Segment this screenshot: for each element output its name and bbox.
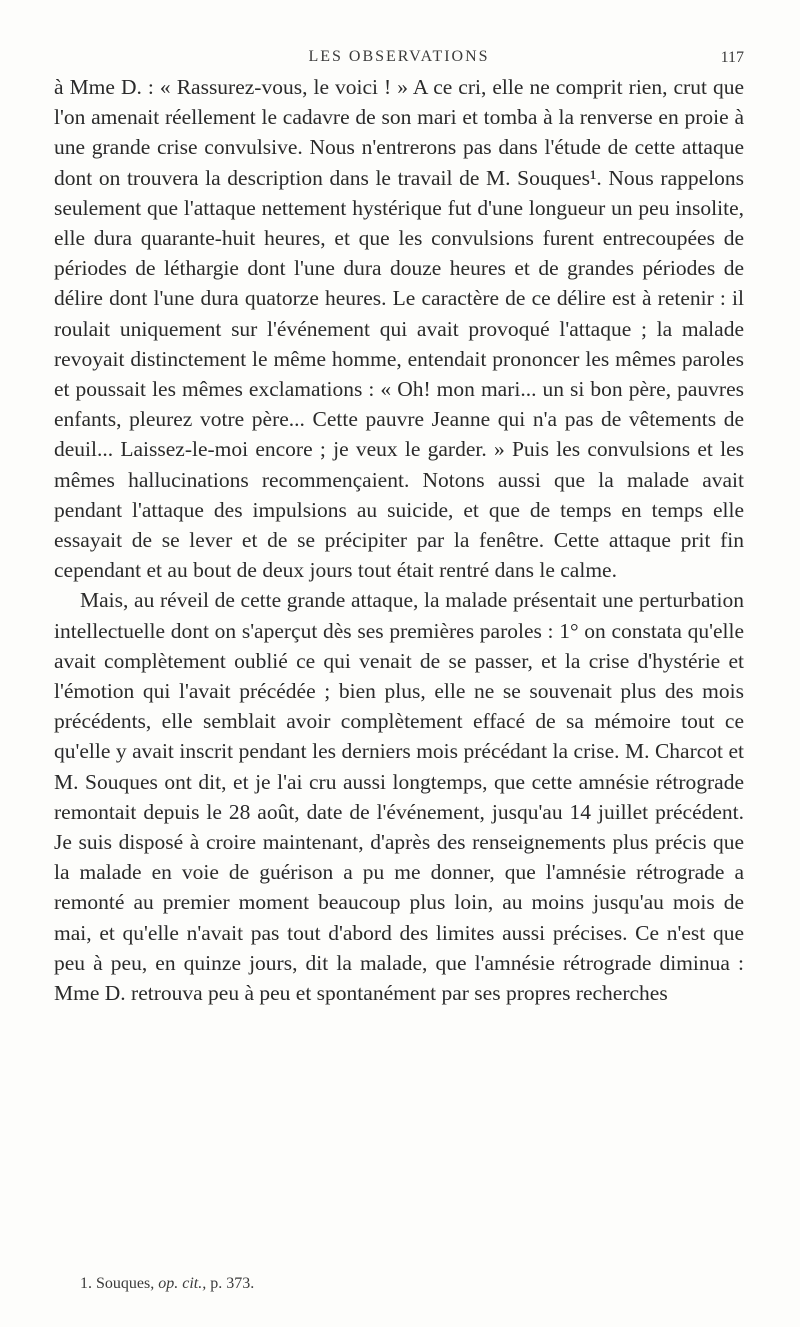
page-number: 117 (720, 49, 744, 66)
footnote-marker: 1. (80, 1275, 92, 1292)
body-text (54, 72, 744, 1008)
footnote (80, 1274, 740, 1294)
paragraph-1: à Mme D. : « Rassurez-vous, le voici ! » A ce cri, elle ne comprit rien, crut que l'on amenait réellement le cadavre de son mari et tomba à la renverse en proie à une grande crise convulsive. Nous n'entrerons pas dans l'étude de cette attaque dont on trouvera la description dans le travail de M. Souques¹. Nous rappelons seulement que l'attaque nettement hystérique fut d'une longueur un peu insolite, elle dura quarante-huit heures, et que les convulsions furent entrecoupées de périodes de léthargie dont l'une dura douze heures et de grandes périodes de délire dont l'une dura quatorze heures. Le caractère de ce délire est à retenir : il roulait uniquement sur l'événement qui avait provoqué l'attaque ; la malade revoyait distinctement le même homme, entendait prononcer les mêmes paroles et poussait les mêmes exclamations : « Oh! mon mari... un si bon père, pauvres enfants, pleurez votre père... Cette pauvre Jeanne qui n'a pas de vêtements de deuil... Laissez-le-moi encore ; je veux le garder. » Puis les convulsions et les mêmes hallucinations recommençaient. Notons aussi que la malade avait pendant l'attaque des impulsions au suicide, et que de temps en temps elle essayait de se lever et de se précipiter par la fenêtre. Cette attaque prit fin cependant et au bout de deux jours tout était rentré dans le calme. (54, 75, 744, 583)
footnote-ref: op. cit., (158, 1275, 207, 1292)
running-title: LES OBSERVATIONS (308, 48, 490, 65)
running-head (54, 48, 744, 72)
paragraph-2: Mais, au réveil de cette grande attaque, la malade présentait une perturbation intellectuelle dont on s'aperçut dès ses premières paroles : 1° on constata qu'elle avait complètement oublié ce qui venait de se passer, et la crise d'hystérie et l'émotion qui l'avait précédée ; bien plus, elle ne se souvenait plus des mois précédents, elle semblait avoir complètement effacé de sa mémoire tout ce qu'elle y avait inscrit pendant les derniers mois précédant la crise. M. Charcot et M. Souques ont dit, et je l'ai cru aussi longtemps, que cette amnésie rétrograde remontait depuis le 28 août, date de l'événement, jusqu'au 14 juillet précédent. Je suis disposé à croire maintenant, d'après des renseignements plus précis que la malade en voie de guérison a pu me donner, que l'amnésie rétrograde a remonté au premier moment beaucoup plus loin, au moins jusqu'au mois de mai, et qu'elle n'avait pas tout d'abord des limites aussi précises. Ce n'est que peu à peu, en quinze jours, dit la malade, que l'amnésie rétrograde diminua : Mme D. retrouva peu à peu et spontanément par ses propres recherches (54, 588, 744, 1006)
footnote-author: Souques, (96, 1275, 155, 1292)
footnote-page: p. 373. (210, 1275, 255, 1292)
